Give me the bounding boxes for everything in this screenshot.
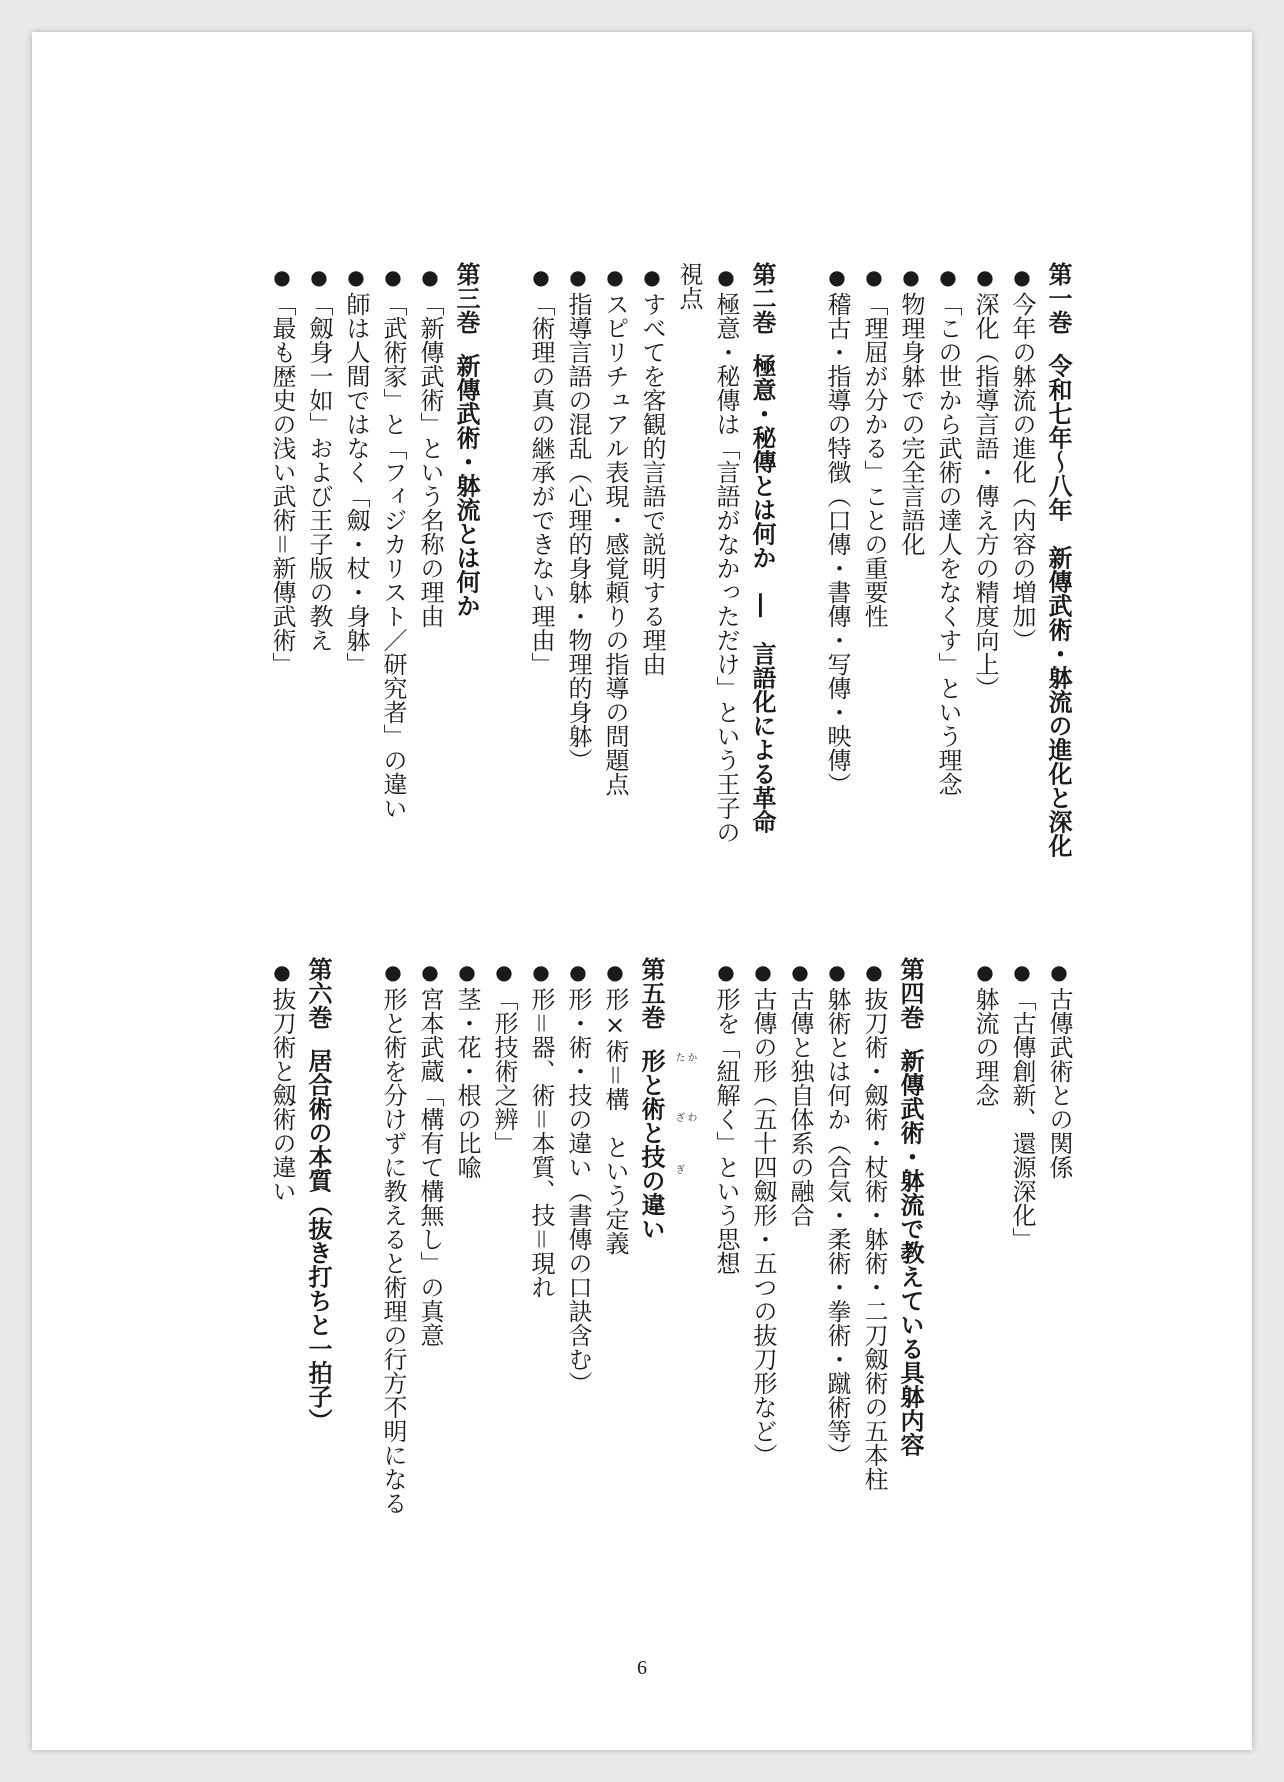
bullet-icon: ● xyxy=(862,265,886,289)
list-item-text: 今年の躰流の進化（内容の増加） xyxy=(1008,292,1036,652)
list-item xyxy=(707,957,744,1597)
list-item xyxy=(263,957,300,1597)
volume5-heading xyxy=(633,957,670,1597)
list-item-text: 躰流の理念 xyxy=(971,987,999,1107)
bullet-icon: ● xyxy=(936,265,960,289)
spacer xyxy=(337,957,374,1597)
list-item-continuation xyxy=(670,262,707,902)
bottom-text-block xyxy=(263,957,1077,1597)
list-item xyxy=(855,262,892,902)
list-item xyxy=(892,262,929,902)
bullet-icon: ● xyxy=(418,265,442,289)
bullet-icon: ● xyxy=(381,265,405,289)
list-item xyxy=(263,262,300,902)
bullet-icon: ● xyxy=(973,960,997,984)
list-item xyxy=(1003,957,1040,1597)
list-item-text: 「術理の真の継承ができない理由」 xyxy=(527,292,555,676)
list-item-text: 物理身躰での完全言語化 xyxy=(897,292,925,556)
bullet-icon: ● xyxy=(751,960,775,984)
volume1-heading xyxy=(1040,262,1077,902)
volume5-title: 形と術と技の違い xyxy=(637,1048,666,1241)
list-item xyxy=(1003,262,1040,902)
volume1-title: 令和七年〜八年 新傳武術・躰流の進化と深化 xyxy=(1044,353,1073,858)
volume3-heading xyxy=(448,262,485,902)
bullet-icon: ● xyxy=(307,265,331,289)
list-item-text: 形・術・技の違い（書傳の口訣含む） xyxy=(564,987,592,1395)
bullet-icon: ● xyxy=(825,265,849,289)
list-item-text: 形×術＝構 という定義 xyxy=(601,987,629,1255)
list-item-text: 「古傳創新、還源深化」 xyxy=(1008,987,1036,1251)
bullet-icon: ● xyxy=(492,960,516,984)
list-item-text: 形を「紐解く」という思想 xyxy=(712,987,740,1275)
list-item-text: 古傳と独自体系の融合 xyxy=(786,987,814,1227)
list-item xyxy=(374,262,411,902)
list-item xyxy=(522,957,559,1597)
list-item-text: 視点 xyxy=(675,262,703,310)
list-item-text: 「最も歴史の浅い武術＝新傳武術」 xyxy=(268,292,296,676)
bullet-icon: ● xyxy=(899,265,923,289)
ruby-kata: かた xyxy=(673,1052,696,1062)
bullet-icon: ● xyxy=(529,265,553,289)
list-item xyxy=(966,957,1003,1597)
list-item-text: 古傳の形（五十四劔形・五つの抜刀形など） xyxy=(749,987,777,1467)
bullet-icon: ● xyxy=(640,265,664,289)
volume3-number: 第三巻 xyxy=(452,262,481,334)
list-item-text: 「理屈が分かる」ことの重要性 xyxy=(860,292,888,628)
list-item xyxy=(448,957,485,1597)
volume4-number: 第四巻 xyxy=(896,957,925,1029)
list-item-text: 「この世から武術の達人をなくす」という理念 xyxy=(934,292,962,796)
ruby-waza1: わざ xyxy=(673,1112,696,1122)
top-text-block xyxy=(263,262,1077,902)
list-item-text: 古傳武術との関係 xyxy=(1045,987,1073,1179)
bullet-icon: ● xyxy=(603,960,627,984)
list-item-text: 抜刀術・劔術・杖術・躰術・二刀劔術の五本柱 xyxy=(860,987,888,1491)
volume6-title: 居合術の本質（抜き打ちと一拍子） xyxy=(304,1048,333,1433)
volume2-title: 極意・秘傳とは何か ― 言語化による革命 xyxy=(748,353,777,834)
bullet-icon: ● xyxy=(418,960,442,984)
list-item xyxy=(411,262,448,902)
bullet-icon: ● xyxy=(566,960,590,984)
bullet-icon: ● xyxy=(270,960,294,984)
list-item xyxy=(1040,957,1077,1597)
list-item-text: 「新傳武術」という名称の理由 xyxy=(416,292,444,628)
list-item-text: 「劔身一如」および王子版の教え xyxy=(305,292,333,652)
list-item xyxy=(855,957,892,1597)
bullet-icon: ● xyxy=(788,960,812,984)
bullet-icon: ● xyxy=(1010,265,1034,289)
list-item xyxy=(818,957,855,1597)
list-item-text: 稽古・指導の特徴（口傳・書傳・写傳・映傳） xyxy=(823,292,851,796)
list-item xyxy=(707,262,744,902)
list-item xyxy=(633,262,670,902)
list-item-text: 深化（指導言語・傳え方の精度向上） xyxy=(971,292,999,700)
list-item xyxy=(559,957,596,1597)
bullet-icon: ● xyxy=(1047,960,1071,984)
list-item xyxy=(300,262,337,902)
list-item xyxy=(559,262,596,902)
bullet-icon: ● xyxy=(862,960,886,984)
bullet-icon: ● xyxy=(381,960,405,984)
volume4-title: 新傳武術・躰流で教えている具躰内容 xyxy=(896,1048,925,1457)
volume5-number: 第五巻 xyxy=(637,957,666,1029)
list-item-text: スピリチュアル表現・感覚頼りの指導の問題点 xyxy=(601,292,629,796)
volume2-number: 第二巻 xyxy=(748,262,777,334)
volume4-heading xyxy=(892,957,929,1597)
list-item xyxy=(781,957,818,1597)
bullet-icon: ● xyxy=(603,265,627,289)
list-item xyxy=(411,957,448,1597)
list-item xyxy=(337,262,374,902)
list-item xyxy=(522,262,559,902)
list-item-text: 抜刀術と劔術の違い xyxy=(268,987,296,1203)
bullet-icon: ● xyxy=(825,960,849,984)
list-item-text: すべてを客観的言語で説明する理由 xyxy=(638,292,666,676)
list-item xyxy=(744,957,781,1597)
list-item-text: 形と術を分けずに教えると術理の行方不明になる xyxy=(379,987,407,1515)
spacer xyxy=(929,957,966,1597)
list-item xyxy=(485,957,522,1597)
bullet-icon: ● xyxy=(529,960,553,984)
list-item xyxy=(374,957,411,1597)
list-item xyxy=(966,262,1003,902)
list-item-text: 師は人間ではなく「劔・杖・身躰」 xyxy=(342,292,370,676)
spacer xyxy=(781,262,818,902)
bullet-icon: ● xyxy=(270,265,294,289)
list-item xyxy=(596,262,633,902)
bullet-icon: ● xyxy=(714,265,738,289)
list-item xyxy=(929,262,966,902)
bullet-icon: ● xyxy=(344,265,368,289)
document-page xyxy=(32,32,1252,1750)
list-item-text: 茎・花・根の比喩 xyxy=(453,987,481,1179)
volume1-number: 第一巻 xyxy=(1044,262,1073,334)
spacer xyxy=(485,262,522,902)
volume6-number: 第六巻 xyxy=(304,957,333,1029)
list-item-text: 形＝器、術＝本質、技＝現れ xyxy=(527,987,555,1299)
list-item-text: 宮本武蔵「構有て構無し」の真意 xyxy=(416,987,444,1347)
volume2-heading xyxy=(744,262,781,902)
list-item-text: 躰術とは何か（合気・柔術・拳術・蹴術等） xyxy=(823,987,851,1467)
page-number: 6 xyxy=(637,1657,647,1679)
list-item xyxy=(596,957,633,1597)
bullet-icon: ● xyxy=(973,265,997,289)
bullet-icon: ● xyxy=(714,960,738,984)
list-item-text: 「形技術之辨」 xyxy=(490,987,518,1155)
list-item-text: 「武術家」と「フィジカリスト／研究者」の違い xyxy=(379,292,407,820)
volume6-heading xyxy=(300,957,337,1597)
bullet-icon: ● xyxy=(566,265,590,289)
bullet-icon: ● xyxy=(455,960,479,984)
volume3-title: 新傳武術・躰流とは何か xyxy=(452,353,481,618)
list-item xyxy=(818,262,855,902)
bullet-icon: ● xyxy=(1010,960,1034,984)
list-item-text: 極意・秘傳は「言語がなかっただけ」という王子の xyxy=(712,292,740,844)
ruby-waza2: ぎ xyxy=(673,1164,684,1174)
list-item-text: 指導言語の混乱（心理的身躰・物理的身躰） xyxy=(564,292,592,772)
